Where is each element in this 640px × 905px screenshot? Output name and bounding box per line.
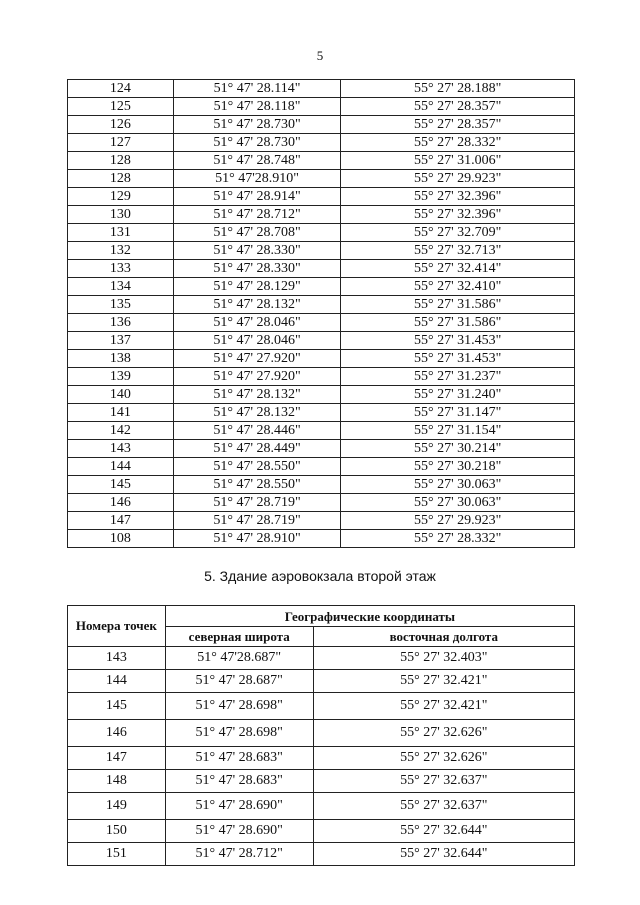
longitude-cell: 55° 27' 29.923"	[341, 170, 575, 188]
longitude-cell: 55° 27' 30.063"	[341, 476, 575, 494]
longitude-cell: 55° 27' 32.713"	[341, 242, 575, 260]
table-row	[68, 170, 575, 188]
longitude-cell: 55° 27' 32.626"	[313, 720, 574, 747]
longitude-cell: 55° 27' 32.410"	[341, 278, 575, 296]
point-number-cell: 143	[68, 647, 166, 670]
longitude-cell: 55° 27' 28.332"	[341, 134, 575, 152]
longitude-cell: 55° 27' 30.063"	[341, 494, 575, 512]
point-number-cell: 147	[68, 512, 174, 530]
longitude-cell: 55° 27' 32.414"	[341, 260, 575, 278]
table-row	[68, 770, 575, 793]
latitude-cell: 51° 47' 28.712"	[173, 206, 341, 224]
table-row	[68, 693, 575, 720]
latitude-cell: 51° 47' 28.449"	[173, 440, 341, 458]
table-row	[68, 647, 575, 670]
point-number-cell: 134	[68, 278, 174, 296]
latitude-cell: 51° 47' 28.719"	[173, 512, 341, 530]
point-number-cell: 137	[68, 332, 174, 350]
table-row	[68, 296, 575, 314]
table-row	[68, 512, 575, 530]
table-row	[68, 260, 575, 278]
point-number-cell: 126	[68, 116, 174, 134]
table-row	[68, 332, 575, 350]
point-number-cell: 131	[68, 224, 174, 242]
latitude-cell: 51° 47' 28.132"	[173, 404, 341, 422]
longitude-cell: 55° 27' 31.453"	[341, 350, 575, 368]
latitude-cell: 51° 47' 28.914"	[173, 188, 341, 206]
longitude-cell: 55° 27' 29.923"	[341, 512, 575, 530]
latitude-cell: 51° 47' 28.698"	[165, 720, 313, 747]
table-row	[68, 476, 575, 494]
point-number-cell: 147	[68, 747, 166, 770]
table-row	[68, 368, 575, 386]
point-number-cell: 140	[68, 386, 174, 404]
latitude-cell: 51° 47' 28.132"	[173, 386, 341, 404]
longitude-cell: 55° 27' 31.240"	[341, 386, 575, 404]
longitude-cell: 55° 27' 32.396"	[341, 206, 575, 224]
table-row	[68, 98, 575, 116]
latitude-cell: 51° 47' 28.690"	[165, 820, 313, 843]
latitude-cell: 51° 47' 28.730"	[173, 134, 341, 152]
point-number-cell: 124	[68, 80, 174, 98]
longitude-cell: 55° 27' 31.586"	[341, 296, 575, 314]
longitude-cell: 55° 27' 30.218"	[341, 458, 575, 476]
point-number-cell: 142	[68, 422, 174, 440]
table-row	[68, 350, 575, 368]
longitude-cell: 55° 27' 32.421"	[313, 693, 574, 720]
latitude-cell: 51° 47' 28.719"	[173, 494, 341, 512]
longitude-cell: 55° 27' 31.453"	[341, 332, 575, 350]
latitude-cell: 51° 47' 28.730"	[173, 116, 341, 134]
latitude-cell: 51° 47' 27.920"	[173, 350, 341, 368]
table-row	[68, 720, 575, 747]
table-row	[68, 80, 575, 98]
point-number-cell: 144	[68, 670, 166, 693]
table-row	[68, 188, 575, 206]
point-number-cell: 151	[68, 843, 166, 866]
table-row	[68, 670, 575, 693]
latitude-cell: 51° 47' 28.712"	[165, 843, 313, 866]
point-number-cell: 132	[68, 242, 174, 260]
table-row	[68, 820, 575, 843]
header-north-latitude: северная широта	[165, 627, 313, 647]
point-number-cell: 128	[68, 152, 174, 170]
longitude-cell: 55° 27' 28.188"	[341, 80, 575, 98]
latitude-cell: 51° 47' 28.550"	[173, 476, 341, 494]
latitude-cell: 51° 47' 27.920"	[173, 368, 341, 386]
latitude-cell: 51° 47' 28.118"	[173, 98, 341, 116]
longitude-cell: 55° 27' 32.644"	[313, 820, 574, 843]
longitude-cell: 55° 27' 32.396"	[341, 188, 575, 206]
longitude-cell: 55° 27' 32.709"	[341, 224, 575, 242]
table-row	[68, 242, 575, 260]
longitude-cell: 55° 27' 31.006"	[341, 152, 575, 170]
latitude-cell: 51° 47' 28.748"	[173, 152, 341, 170]
table-row	[68, 134, 575, 152]
table-row	[68, 152, 575, 170]
longitude-cell: 55° 27' 28.357"	[341, 98, 575, 116]
point-number-cell: 148	[68, 770, 166, 793]
point-number-cell: 127	[68, 134, 174, 152]
point-number-cell: 108	[68, 530, 174, 548]
latitude-cell: 51° 47' 28.330"	[173, 242, 341, 260]
table-row	[68, 747, 575, 770]
header-east-longitude: восточная долгота	[313, 627, 574, 647]
header-geo-coordinates: Географические координаты	[165, 606, 574, 627]
longitude-cell: 55° 27' 31.586"	[341, 314, 575, 332]
latitude-cell: 51° 47' 28.687"	[165, 670, 313, 693]
table-row	[68, 530, 575, 548]
point-number-cell: 145	[68, 476, 174, 494]
latitude-cell: 51° 47' 28.708"	[173, 224, 341, 242]
point-number-cell: 150	[68, 820, 166, 843]
coordinates-table-top	[67, 79, 575, 548]
latitude-cell: 51° 47' 28.330"	[173, 260, 341, 278]
longitude-cell: 55° 27' 30.214"	[341, 440, 575, 458]
latitude-cell: 51° 47' 28.910"	[173, 530, 341, 548]
longitude-cell: 55° 27' 31.154"	[341, 422, 575, 440]
latitude-cell: 51° 47' 28.132"	[173, 296, 341, 314]
point-number-cell: 125	[68, 98, 174, 116]
table-row	[68, 278, 575, 296]
point-number-cell: 146	[68, 720, 166, 747]
longitude-cell: 55° 27' 32.637"	[313, 770, 574, 793]
latitude-cell: 51° 47' 28.129"	[173, 278, 341, 296]
table-row	[68, 404, 575, 422]
header-point-numbers: Номера точек	[68, 606, 166, 647]
point-number-cell: 136	[68, 314, 174, 332]
latitude-cell: 51° 47'28.687"	[165, 647, 313, 670]
longitude-cell: 55° 27' 31.147"	[341, 404, 575, 422]
latitude-cell: 51° 47' 28.046"	[173, 332, 341, 350]
table-row	[68, 116, 575, 134]
longitude-cell: 55° 27' 32.644"	[313, 843, 574, 866]
latitude-cell: 51° 47' 28.683"	[165, 770, 313, 793]
point-number-cell: 128	[68, 170, 174, 188]
point-number-cell: 139	[68, 368, 174, 386]
table-row	[68, 440, 575, 458]
section-title: 5. Здание аэровокзала второй этаж	[204, 568, 436, 584]
table-row	[68, 793, 575, 820]
point-number-cell: 143	[68, 440, 174, 458]
point-number-cell: 130	[68, 206, 174, 224]
latitude-cell: 51° 47' 28.698"	[165, 693, 313, 720]
point-number-cell: 129	[68, 188, 174, 206]
table-row	[68, 458, 575, 476]
table-row	[68, 206, 575, 224]
table-row	[68, 386, 575, 404]
longitude-cell: 55° 27' 32.421"	[313, 670, 574, 693]
latitude-cell: 51° 47' 28.683"	[165, 747, 313, 770]
point-number-cell: 141	[68, 404, 174, 422]
point-number-cell: 149	[68, 793, 166, 820]
latitude-cell: 51° 47' 28.446"	[173, 422, 341, 440]
table-row	[68, 422, 575, 440]
table-row	[68, 224, 575, 242]
latitude-cell: 51° 47'28.910"	[173, 170, 341, 188]
table-row	[68, 494, 575, 512]
latitude-cell: 51° 47' 28.550"	[173, 458, 341, 476]
longitude-cell: 55° 27' 28.332"	[341, 530, 575, 548]
latitude-cell: 51° 47' 28.046"	[173, 314, 341, 332]
table-row	[68, 843, 575, 866]
point-number-cell: 135	[68, 296, 174, 314]
page-number: 5	[316, 48, 324, 63]
longitude-cell: 55° 27' 32.637"	[313, 793, 574, 820]
longitude-cell: 55° 27' 31.237"	[341, 368, 575, 386]
longitude-cell: 55° 27' 32.403"	[313, 647, 574, 670]
point-number-cell: 133	[68, 260, 174, 278]
point-number-cell: 144	[68, 458, 174, 476]
latitude-cell: 51° 47' 28.114"	[173, 80, 341, 98]
point-number-cell: 145	[68, 693, 166, 720]
point-number-cell: 138	[68, 350, 174, 368]
longitude-cell: 55° 27' 32.626"	[313, 747, 574, 770]
latitude-cell: 51° 47' 28.690"	[165, 793, 313, 820]
coordinates-table-second-floor	[67, 605, 575, 866]
point-number-cell: 146	[68, 494, 174, 512]
table-row	[68, 314, 575, 332]
longitude-cell: 55° 27' 28.357"	[341, 116, 575, 134]
